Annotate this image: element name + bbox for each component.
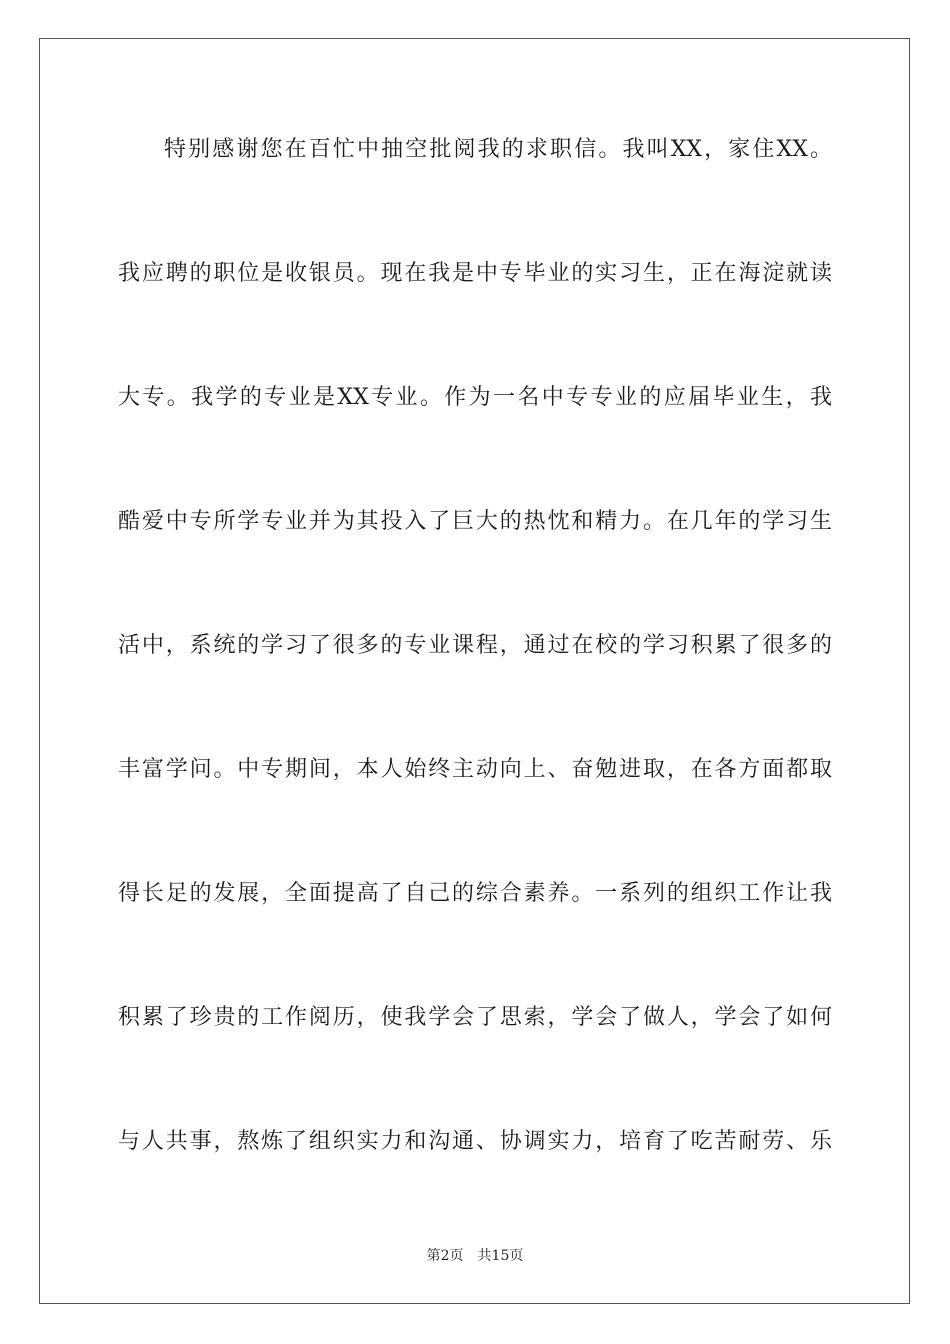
paragraph-line-4: 酷爱中专所学专业并为其投入了巨大的热忱和精力。在几年的学习生 xyxy=(118,509,832,534)
paragraph-line-3: 大专。我学的专业是XX专业。作为一名中专专业的应届毕业生，我 xyxy=(118,385,832,410)
page-footer xyxy=(0,1247,950,1265)
page-number: 第2页 xyxy=(426,1248,464,1264)
paragraph-line-7: 得长足的发展，全面提高了自己的综合素养。一系列的组织工作让我 xyxy=(118,881,832,906)
paragraph-line-9: 与人共事，熬炼了组织实力和沟通、协调实力，培育了吃苦耐劳、乐 xyxy=(118,1129,832,1154)
page-border xyxy=(39,38,910,1304)
paragraph-line-5: 活中，系统的学习了很多的专业课程，通过在校的学习积累了很多的 xyxy=(118,633,832,658)
paragraph-line-1: 特别感谢您在百忙中抽空批阅我的求职信。我叫XX，家住XX。 xyxy=(164,137,832,162)
page-total: 共15页 xyxy=(477,1248,524,1264)
paragraph-line-6: 丰富学问。中专期间，本人始终主动向上、奋勉进取，在各方面都取 xyxy=(118,757,832,782)
paragraph-line-2: 我应聘的职位是收银员。现在我是中专毕业的实习生，正在海淀就读 xyxy=(118,261,832,286)
paragraph-line-8: 积累了珍贵的工作阅历，使我学会了思索，学会了做人，学会了如何 xyxy=(118,1005,832,1030)
